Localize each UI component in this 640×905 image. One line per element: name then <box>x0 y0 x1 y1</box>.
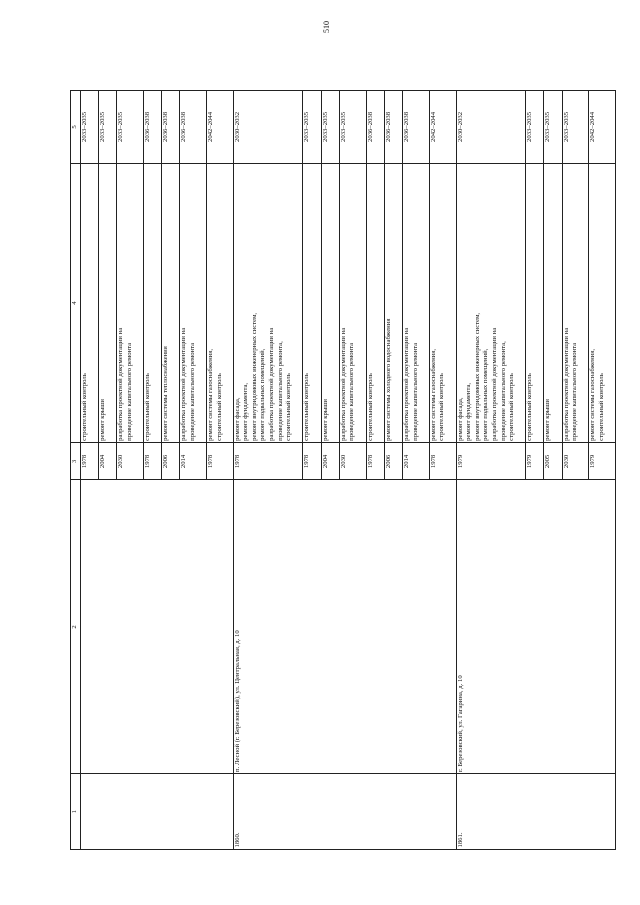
entry-number <box>80 774 233 850</box>
period-cell: 2036–2038 <box>366 91 384 164</box>
work-type-cell <box>233 163 303 442</box>
work-type-cell <box>429 163 456 442</box>
row-spacer <box>420 165 429 440</box>
work-type-line: строительный контроль <box>215 373 223 441</box>
year-cell: 2030 <box>562 443 589 480</box>
row-spacer <box>134 165 143 440</box>
row-spacer <box>447 165 456 440</box>
header-row <box>71 91 81 850</box>
work-type-line: ремонт подвальных помещений, <box>482 348 490 441</box>
row-spacer <box>580 165 589 440</box>
page-number: 510 <box>322 21 331 33</box>
work-type-line: проведение капитального ремонта <box>348 342 356 441</box>
row-spacer <box>375 165 384 440</box>
header-col-3: 3 <box>71 443 81 480</box>
year-cell: 1978 <box>206 443 233 480</box>
row-spacer <box>393 165 402 440</box>
period-cell: 2033–2035 <box>98 91 116 164</box>
work-type-cell <box>589 163 616 442</box>
work-type-line: разработка проектной документации на <box>180 327 188 441</box>
year-cell: 2004 <box>321 443 339 480</box>
work-type-line: ремонт системы газоснабжения, <box>589 349 597 441</box>
work-type-line: ремонт крыши <box>98 398 106 441</box>
row-spacer <box>89 165 98 440</box>
header-col-4: 4 <box>71 163 81 442</box>
period-cell: 2033–2035 <box>544 91 562 164</box>
work-type-cell <box>366 163 384 442</box>
work-type-line: ремонт фундамента, <box>465 382 473 441</box>
work-type-cell <box>456 163 526 442</box>
work-type-line: ремонт системы теплоснабжения <box>161 346 169 441</box>
work-type-cell <box>161 163 179 442</box>
year-cell: 2030 <box>339 443 366 480</box>
work-type-line: проведение капитального ремонта <box>411 342 419 441</box>
work-type-line: строительный контроль <box>526 373 534 441</box>
period-cell: 2036–2038 <box>161 91 179 164</box>
period-cell: 2036–2038 <box>143 91 161 164</box>
year-cell: 1978 <box>143 443 161 480</box>
year-cell: 1979 <box>589 443 616 480</box>
period-cell: 2033–2035 <box>80 91 98 164</box>
work-type-line: строительный контроль <box>598 373 606 441</box>
work-type-line: строительный контроль <box>303 373 311 441</box>
work-type-line: ремонт фасада, <box>233 397 241 441</box>
work-type-line: ремонт подвальных помещений, <box>259 348 267 441</box>
capital-repair-table <box>70 90 616 850</box>
row-spacer <box>152 165 161 440</box>
work-type-line: проведение капитального ремонта <box>571 342 579 441</box>
period-cell: 2030–2032 <box>456 91 526 164</box>
year-cell: 1978 <box>303 443 321 480</box>
period-cell: 2042–2044 <box>429 91 456 164</box>
work-type-line: ремонт системы газоснабжения, <box>429 349 437 441</box>
entry-number: 1861. <box>456 774 616 850</box>
header-col-1: 1 <box>71 774 81 850</box>
work-type-line: ремонт системы холодного водоснабжения <box>384 318 392 441</box>
period-cell: 2033–2035 <box>116 91 143 164</box>
row-spacer <box>197 165 206 440</box>
year-cell: 2005 <box>544 443 562 480</box>
row-spacer <box>517 165 526 440</box>
work-type-line: строительный контроль <box>80 373 88 441</box>
work-type-line: разработка проектной документации на <box>562 327 570 441</box>
period-cell: 2030–2032 <box>233 91 303 164</box>
work-type-line: разработка проектной документации на <box>116 327 124 441</box>
header-col-2: 2 <box>71 480 81 774</box>
work-type-line: ремонт системы газоснабжения, <box>206 349 214 441</box>
period-cell: 2033–2035 <box>339 91 366 164</box>
year-cell: 1979 <box>456 443 526 480</box>
row-spacer <box>535 165 544 440</box>
work-type-line: строительный контроль <box>143 373 151 441</box>
work-type-cell <box>98 163 116 442</box>
row-spacer <box>294 165 303 440</box>
year-cell: 2030 <box>116 443 143 480</box>
year-cell: 1978 <box>429 443 456 480</box>
work-type-cell <box>180 163 207 442</box>
header-col-5: 5 <box>71 91 81 164</box>
work-type-cell <box>303 163 321 442</box>
period-cell: 2036–2038 <box>180 91 207 164</box>
work-type-line: строительный контроль <box>366 373 374 441</box>
work-type-cell <box>384 163 402 442</box>
work-type-line: ремонт фасада, <box>456 397 464 441</box>
work-type-cell <box>80 163 98 442</box>
work-type-cell <box>562 163 589 442</box>
period-cell: 2036–2038 <box>402 91 429 164</box>
table-row <box>233 91 303 850</box>
row-spacer <box>607 165 616 440</box>
work-type-line: проведение капитального ремонта <box>188 342 196 441</box>
year-cell: 2006 <box>384 443 402 480</box>
year-cell: 2006 <box>161 443 179 480</box>
row-spacer <box>224 165 233 440</box>
period-cell: 2042–2044 <box>589 91 616 164</box>
work-type-line: ремонт внутридомовых инженерных систем, <box>473 312 481 441</box>
work-type-line: ремонт фундамента, <box>242 382 250 441</box>
year-cell: 1979 <box>526 443 544 480</box>
work-type-cell <box>321 163 339 442</box>
building-address: г. Березовский, ул. Гагарина, д. 10 <box>456 480 616 774</box>
work-type-line: ремонт крыши <box>321 398 329 441</box>
work-type-cell <box>544 163 562 442</box>
period-cell: 2033–2035 <box>526 91 544 164</box>
work-type-cell <box>206 163 233 442</box>
building-address <box>80 480 233 774</box>
work-type-line: проведение капитального ремонта <box>125 342 133 441</box>
row-spacer <box>312 165 321 440</box>
row-spacer <box>553 165 562 440</box>
year-cell: 1978 <box>233 443 303 480</box>
period-cell: 2033–2035 <box>562 91 589 164</box>
row-spacer <box>107 165 116 440</box>
work-type-line: разработка проектной документации на <box>268 327 276 441</box>
period-cell: 2033–2035 <box>303 91 321 164</box>
work-type-cell <box>402 163 429 442</box>
building-address: п. Лесной (г. Березовский), ул. Центральная, д. 10 <box>233 480 456 774</box>
table-body <box>80 91 616 850</box>
work-type-line: строительный контроль <box>438 373 446 441</box>
period-cell: 2042–2044 <box>206 91 233 164</box>
row-spacer <box>357 165 366 440</box>
year-cell: 1978 <box>80 443 98 480</box>
work-type-line: проведение капитального ремонта, <box>499 341 507 441</box>
year-cell: 2004 <box>98 443 116 480</box>
year-cell: 2014 <box>180 443 207 480</box>
table-row <box>456 91 526 850</box>
work-type-line: разработка проектной документации на <box>402 327 410 441</box>
period-cell: 2033–2035 <box>321 91 339 164</box>
work-type-cell <box>339 163 366 442</box>
entry-number: 1860. <box>233 774 456 850</box>
period-cell: 2036–2038 <box>384 91 402 164</box>
work-type-line: ремонт внутридомовых инженерных систем, <box>250 312 258 441</box>
table-row <box>80 91 98 850</box>
year-cell: 2014 <box>402 443 429 480</box>
work-type-line: проведение капитального ремонта, <box>276 341 284 441</box>
work-type-line: разработка проектной документации на <box>339 327 347 441</box>
work-type-cell <box>526 163 544 442</box>
year-cell: 1978 <box>366 443 384 480</box>
row-spacer <box>171 165 180 440</box>
work-type-line: строительный контроль <box>508 373 516 441</box>
work-type-line: ремонт крыши <box>544 398 552 441</box>
work-type-cell <box>116 163 143 442</box>
work-type-cell <box>143 163 161 442</box>
work-type-line: строительный контроль <box>285 373 293 441</box>
work-type-line: разработка проектной документации на <box>490 327 498 441</box>
row-spacer <box>330 165 339 440</box>
rotated-page <box>70 90 606 850</box>
